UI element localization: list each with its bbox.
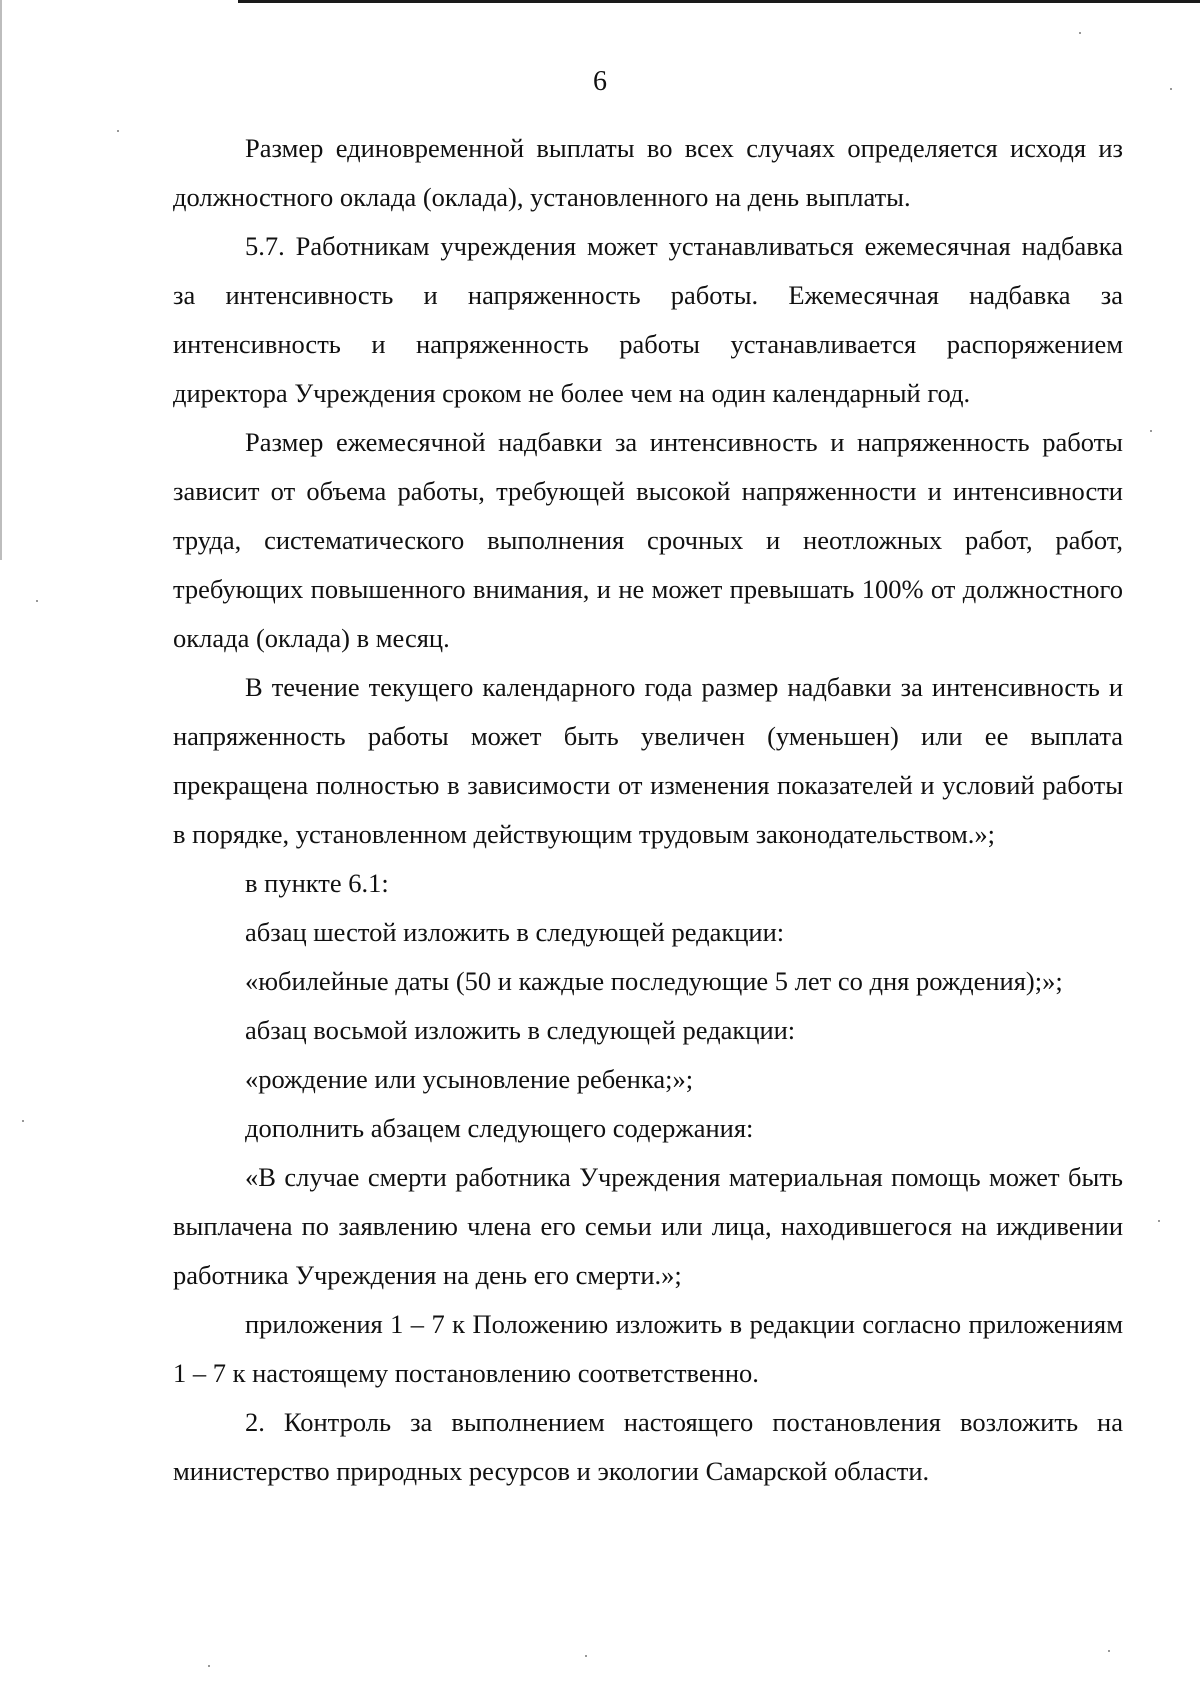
page-number: 6 (593, 66, 607, 97)
scan-speck (1108, 1650, 1110, 1652)
paragraph-point-6-1: в пункте 6.1: (245, 868, 389, 898)
scan-speck (22, 1120, 24, 1122)
scan-speck (1150, 430, 1152, 432)
scan-speck (36, 600, 38, 602)
scan-speck (1079, 32, 1081, 34)
scan-speck (1170, 88, 1172, 90)
document-body (173, 124, 1123, 1496)
paragraph-sixth-abzac: абзац шестой изложить в следующей редакции: (245, 917, 785, 947)
scan-speck (1158, 1220, 1160, 1222)
paragraph-lump-sum-size: Размер единовременной выплаты во всех случаях определяется исходя из должностного оклада (оклада), установленного на день выплаты. (173, 133, 1123, 212)
scan-speck (117, 130, 119, 132)
paragraph-birth-quote: «рождение или усыновление ребенка;»; (245, 1064, 694, 1094)
paragraph-5-7: 5.7. Работникам учреждения может устанавливаться ежемесячная надбавка за интенсивность и напряженность работы. Ежемесячная надбавка за интенсивность и напряженность работы устанавливается распоряжением директора Учреждения сроком не более чем на один календарный год. (173, 231, 1123, 408)
paragraph-death-quote: «В случае смерти работника Учреждения материальная помощь может быть выплачена по заявлению члена его семьи или лица, находившегося на иждивении работника Учреждения на день его смерти.»; (173, 1162, 1123, 1290)
top-border-line (238, 0, 1200, 3)
paragraph-appendices: приложения 1 – 7 к Положению изложить в редакции согласно приложениям 1 – 7 к настоящему постановлению соответственно. (173, 1309, 1123, 1388)
paragraph-add-abzac: дополнить абзацем следующего содержания: (245, 1113, 754, 1143)
paragraph-eighth-abzac: абзац восьмой изложить в следующей редакции: (245, 1015, 796, 1045)
scan-speck (585, 1655, 587, 1657)
paragraph-bonus-size: Размер ежемесячной надбавки за интенсивность и напряженность работы зависит от объема работы, требующей высокой напряженности и интенсивности труда, систематического выполнения срочных и неотложных работ, работ, требующих повышенного внимания, и не может превышать 100% от должностного оклада (оклада) в месяц. (173, 427, 1123, 653)
paragraph-bonus-change: В течение текущего календарного года размер надбавки за интенсивность и напряженность работы может быть увеличен (уменьшен) или ее выплата прекращена полностью в зависимости от изменения показателей и условий работы в порядке, установленном действующим трудовым законодательством.»; (173, 672, 1123, 849)
paragraph-control: 2. Контроль за выполнением настоящего постановления возложить на министерство природных ресурсов и экологии Самарской области. (173, 1407, 1123, 1486)
paragraph-anniversary-quote: «юбилейные даты (50 и каждые последующие 5 лет со дня рождения);»; (245, 966, 1063, 996)
scan-speck (208, 1665, 210, 1667)
